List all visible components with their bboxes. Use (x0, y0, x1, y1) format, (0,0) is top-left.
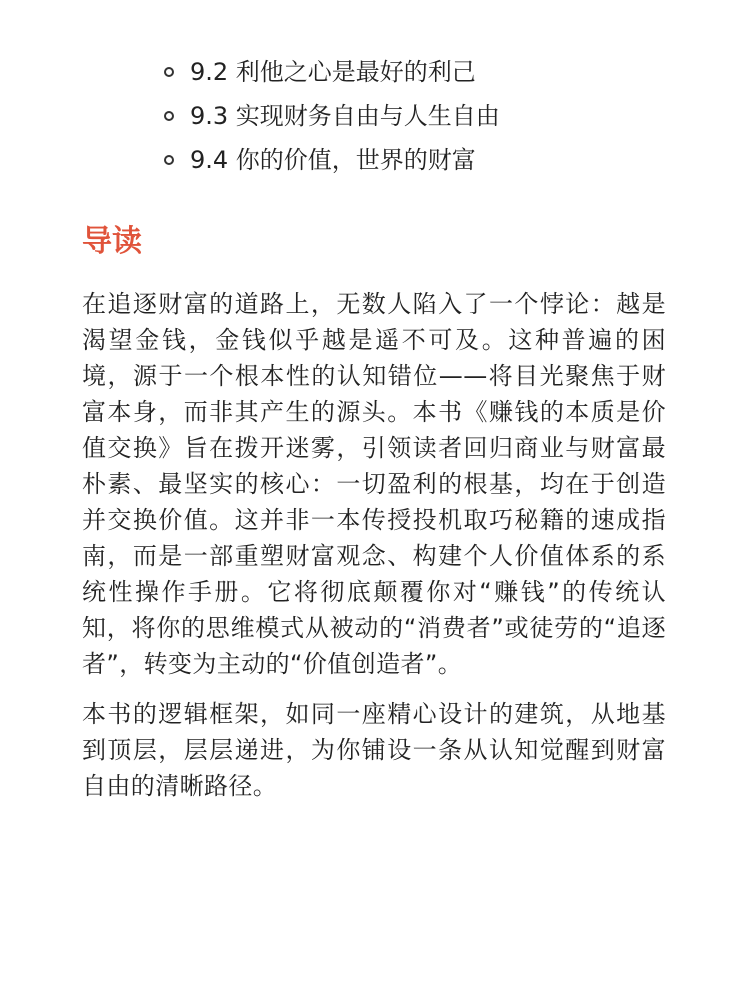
circle-bullet-icon (164, 67, 174, 77)
circle-bullet-icon (164, 155, 174, 165)
intro-paragraph: 在追逐财富的道路上，无数人陷入了一个悖论：越是渴望金钱，金钱似乎越是遥不可及。这种普遍的困境，源于一个根本性的认知错位——将目光聚焦于财富本身，而非其产生的源头。本书《赚钱的本质是价值交换》旨在拨开迷雾，引领读者回归商业与财富最朴素、最坚实的核心：一切盈利的根基，均在于创造并交换价值。这并非一本传授投机取巧秘籍的速成指南，而是一部重塑财富观念、构建个人价值体系的系统性操作手册。它将彻底颠覆你对“赚钱”的传统认知，将你的思维模式从被动的“消费者”或徒劳的“追逐者”，转变为主动的“价值创造者”。 (82, 290, 666, 678)
toc-item-9-2[interactable] (164, 50, 666, 94)
toc-item-label: 9.2 利他之心是最好的利己 (190, 58, 476, 86)
framework-paragraph: 本书的逻辑框架，如同一座精心设计的建筑，从地基到顶层，层层递进，为你铺设一条从认知觉醒到财富自由的清晰路径。 (82, 700, 666, 800)
toc-item-label: 9.4 你的价值，世界的财富 (190, 146, 476, 174)
toc-list (82, 0, 666, 182)
section-heading: 导读 (82, 224, 142, 259)
toc-item-9-4[interactable] (164, 138, 666, 182)
toc-item-label: 9.3 实现财务自由与人生自由 (190, 102, 500, 130)
circle-bullet-icon (164, 111, 174, 121)
toc-item-9-3[interactable] (164, 94, 666, 138)
